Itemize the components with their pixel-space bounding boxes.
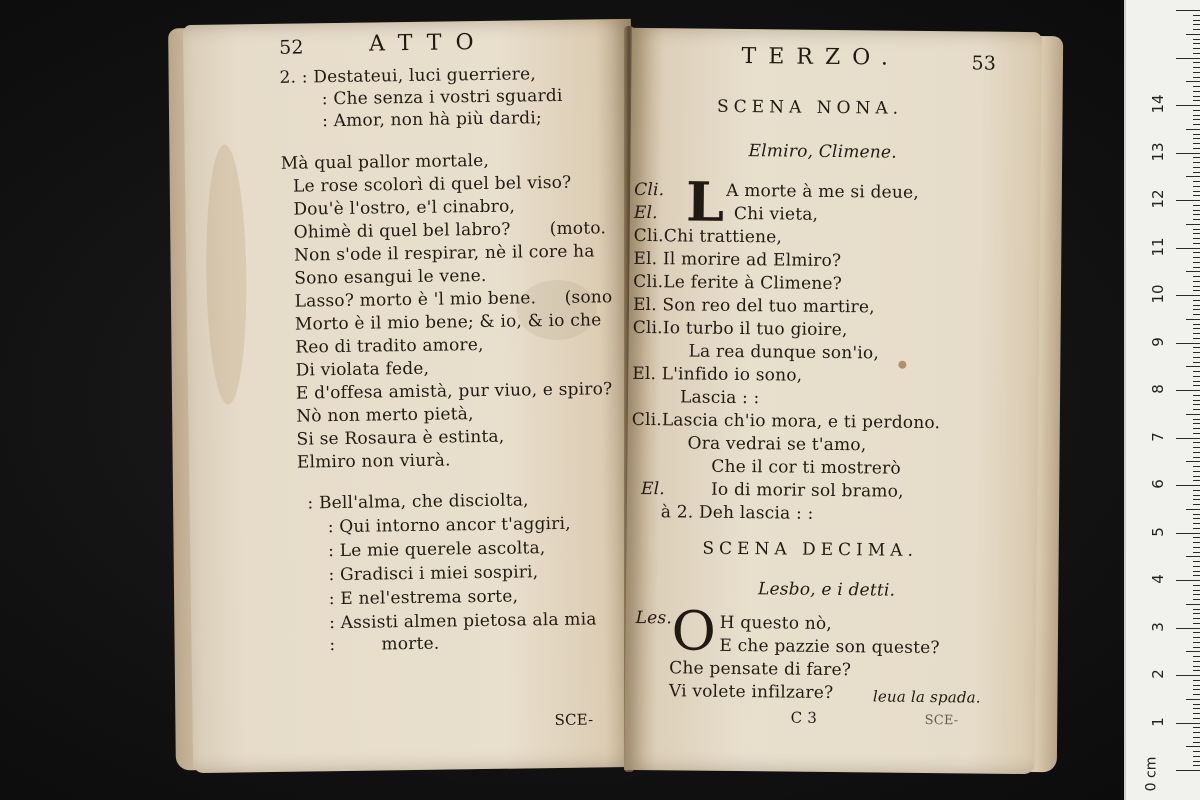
ruler-tick [1193, 124, 1200, 125]
ruler-tick [1193, 523, 1200, 524]
text-line: Non s'ode il respirar, nè il core ha [293, 241, 595, 266]
ruler-tick [1193, 761, 1200, 762]
ruler-tick [1193, 613, 1200, 614]
ruler-tick [1193, 732, 1200, 733]
text-line: : Che senza i vostri sguardi [321, 85, 563, 110]
ruler-tick [1193, 666, 1200, 667]
ruler-tick [1193, 618, 1200, 619]
ruler-tick [1176, 723, 1200, 724]
ruler-tick [1193, 67, 1200, 68]
ruler-tick [1186, 699, 1200, 700]
ruler-tick [1193, 43, 1200, 44]
ruler-tick [1193, 708, 1200, 709]
ruler-tick [1193, 504, 1200, 505]
text-line: Cli.Io turbo il tuo gioire, [632, 317, 848, 341]
ruler-tick [1193, 48, 1200, 49]
ruler-tick [1193, 229, 1200, 230]
ruler-tick [1193, 419, 1200, 420]
text-line: Che pensate di fare? [669, 658, 852, 681]
ruler-tick [1193, 599, 1200, 600]
ruler-tick [1193, 324, 1200, 325]
ruler-tick [1193, 585, 1200, 586]
ruler-tick [1193, 457, 1200, 458]
ruler-tick [1193, 647, 1200, 648]
text-line: (moto. [549, 218, 607, 240]
ruler-tick [1193, 172, 1200, 173]
ruler-tick [1193, 713, 1200, 714]
ruler-tick [1193, 376, 1200, 377]
ruler-tick [1193, 267, 1200, 268]
ruler-tick [1193, 262, 1200, 263]
ruler-tick [1193, 309, 1200, 310]
ruler-tick [1193, 400, 1200, 401]
text-line: Nò non merto pietà, [296, 404, 474, 427]
text-line: Di violata fede, [295, 358, 430, 381]
ruler-tick [1193, 290, 1200, 291]
ruler-number: 10 [1149, 284, 1167, 304]
text-line: morte. [381, 633, 440, 655]
ruler-tick [1186, 129, 1200, 130]
ruler-tick [1193, 447, 1200, 448]
ruler-tick [1193, 243, 1200, 244]
ruler-tick [1193, 737, 1200, 738]
ruler-tick [1193, 566, 1200, 567]
ruler-tick [1193, 423, 1200, 424]
ruler-number: 9 [1149, 336, 1167, 347]
running-head-right: TERZO. [741, 44, 901, 71]
text-line: : Gradisci i miei sospiri, [328, 562, 539, 586]
ruler-tick [1193, 100, 1200, 101]
ruler-tick [1193, 404, 1200, 405]
scene-nine-characters: Elmiro, Climene. [748, 141, 897, 163]
text-line: Chi vieta, [733, 203, 819, 225]
ruler-tick [1193, 385, 1200, 386]
ruler-tick [1193, 609, 1200, 610]
ruler-tick [1176, 675, 1200, 676]
ruler-tick [1176, 295, 1200, 296]
ruler-tick [1193, 480, 1200, 481]
speaker-label: El. [640, 478, 666, 500]
ruler-number: 12 [1149, 189, 1167, 209]
ruler-tick [1193, 428, 1200, 429]
ruler-tick [1193, 765, 1200, 766]
ruler-tick [1193, 637, 1200, 638]
ruler-tick [1193, 495, 1200, 496]
ruler-number: 4 [1149, 574, 1167, 584]
ruler-tick [1193, 62, 1200, 63]
page-number-right: 53 [971, 52, 997, 75]
text-line: : [329, 635, 336, 656]
ruler-tick [1176, 438, 1200, 439]
text-line: Io di morir sol bramo, [710, 479, 904, 502]
ruler-tick [1176, 248, 1200, 249]
ruler-tick [1193, 29, 1200, 30]
ruler-tick [1193, 670, 1200, 671]
speaker-label: Les. [635, 607, 673, 629]
ruler-tick [1193, 24, 1200, 25]
text-line: : Bell'alma, che disciolta, [307, 490, 529, 514]
ruler-tick [1193, 499, 1200, 500]
right-page [624, 28, 1042, 774]
text-line: 2. : Destateui, luci guerriere, [279, 64, 537, 88]
ruler-tick [1186, 176, 1200, 177]
ruler-tick [1193, 134, 1200, 135]
ruler-tick [1186, 34, 1200, 35]
ruler-tick [1176, 533, 1200, 534]
ruler-tick [1193, 352, 1200, 353]
ruler-tick [1193, 314, 1200, 315]
catchword-left: SCE- [554, 710, 594, 730]
text-line: Mà qual pallor mortale, [280, 150, 490, 174]
ruler-tick [1193, 115, 1200, 116]
text-line: El. Il morire ad Elmiro? [633, 248, 842, 272]
ruler-tick [1193, 362, 1200, 363]
signature-mark: C 3 [790, 708, 818, 727]
ruler-tick [1186, 319, 1200, 320]
ruler-tick [1193, 257, 1200, 258]
ruler-tick [1176, 105, 1200, 106]
ruler-tick [1193, 300, 1200, 301]
ruler-tick [1186, 556, 1200, 557]
text-line: Lasso? morto è 'l mio bene. [294, 288, 537, 312]
text-line: Vi volete infilzare? [668, 681, 834, 704]
ruler-tick [1193, 77, 1200, 78]
ruler-tick [1193, 148, 1200, 149]
ruler-tick [1193, 685, 1200, 686]
ruler-number: 7 [1149, 431, 1167, 442]
ruler-tick [1193, 542, 1200, 543]
text-line: Ohimè di quel bel labro? [293, 219, 511, 243]
ruler-tick [1193, 718, 1200, 719]
text-line: Elmiro non viurà. [296, 450, 451, 473]
ruler-tick [1193, 72, 1200, 73]
text-line: Cli.Chi trattiene, [633, 225, 783, 248]
ruler-number: 6 [1149, 479, 1167, 489]
ruler-tick [1193, 281, 1200, 282]
ruler-tick [1193, 347, 1200, 348]
text-line: E che pazzie son queste? [719, 635, 940, 659]
dropcap-o: O [671, 599, 717, 663]
text-line: Reo di tradito amore, [295, 334, 484, 358]
ruler-tick [1193, 528, 1200, 529]
text-line: : Assisti almen pietosa ala mia [329, 609, 597, 634]
ruler-tick [1193, 442, 1200, 443]
ruler-tick [1176, 485, 1200, 486]
text-line: Sono esangui le vene. [294, 265, 487, 289]
ruler-tick [1193, 518, 1200, 519]
paper-stain [204, 144, 248, 405]
ruler-tick [1193, 157, 1200, 158]
text-line: Morto è il mio bene; & io, & io che [294, 310, 602, 335]
page-number-left: 52 [278, 36, 304, 59]
ruler-tick [1193, 680, 1200, 681]
text-line: Si se Rosaura è estinta, [296, 426, 505, 450]
ruler-tick [1193, 742, 1200, 743]
ruler-tick [1193, 167, 1200, 168]
ruler-tick [1193, 186, 1200, 187]
dropcap-l: L [685, 169, 725, 234]
ruler-tick [1193, 661, 1200, 662]
text-line: La rea dunque son'io, [688, 341, 880, 364]
ruler-tick [1186, 461, 1200, 462]
ruler-tick [1176, 770, 1200, 771]
ruler-tick [1193, 53, 1200, 54]
text-line: Le rose scolorì di quel bel viso? [292, 172, 572, 197]
ruler-tick [1186, 509, 1200, 510]
ruler-tick [1193, 252, 1200, 253]
ruler-tick [1193, 20, 1200, 21]
ruler-tick [1176, 200, 1200, 201]
ruler-tick [1193, 694, 1200, 695]
ruler-tick [1193, 86, 1200, 87]
ruler-tick [1193, 233, 1200, 234]
text-line: E d'offesa amistà, pur viuo, e spiro? [295, 379, 613, 404]
ruler-tick [1193, 191, 1200, 192]
running-head-left: ATTO [368, 29, 488, 57]
ruler-tick [1186, 414, 1200, 415]
text-line: Lascia : : [679, 387, 760, 409]
ruler-tick [1193, 205, 1200, 206]
text-line: Ora vedrai se t'amo, [687, 433, 867, 456]
ruler-tick [1186, 271, 1200, 272]
ruler-tick [1193, 471, 1200, 472]
ruler-tick [1186, 746, 1200, 747]
ruler-tick [1193, 214, 1200, 215]
catchword-right: SCE- [924, 712, 959, 729]
ruler-number: 14 [1149, 94, 1167, 114]
ruler-number: 5 [1149, 526, 1167, 537]
ruler-tick [1193, 537, 1200, 538]
ruler-tick [1193, 756, 1200, 757]
ruler-tick [1186, 651, 1200, 652]
ruler-number: 2 [1149, 669, 1167, 679]
ruler-tick [1193, 333, 1200, 334]
text-line: : Le mie querele ascolta, [328, 538, 546, 562]
ruler-unit-label: 0 cm [1143, 756, 1160, 792]
ruler-tick [1193, 357, 1200, 358]
ruler-tick [1193, 623, 1200, 624]
text-line: El. Son reo del tuo martire, [632, 294, 875, 318]
ruler-tick [1193, 433, 1200, 434]
ruler-tick [1193, 656, 1200, 657]
ruler-tick [1193, 286, 1200, 287]
ink-spot [898, 361, 906, 369]
ruler-tick [1193, 395, 1200, 396]
ruler-tick [1186, 81, 1200, 82]
ruler-number: 8 [1149, 384, 1167, 394]
ruler-tick [1193, 704, 1200, 705]
scene-nine-title: SCENA NONA. [716, 96, 904, 119]
ruler-tick [1193, 476, 1200, 477]
ruler-tick [1193, 210, 1200, 211]
ruler-tick [1193, 727, 1200, 728]
text-line: (sono [564, 287, 613, 308]
text-line: à 2. Deh lascia : : [660, 502, 814, 524]
ruler-tick [1193, 15, 1200, 16]
ruler-tick [1193, 39, 1200, 40]
ruler-tick [1193, 162, 1200, 163]
ruler-tick [1193, 381, 1200, 382]
ruler-tick [1176, 628, 1200, 629]
ruler-tick [1193, 305, 1200, 306]
ruler-number: 11 [1149, 236, 1167, 257]
scene-ten-characters: Lesbo, e i detti. [757, 579, 896, 601]
ruler-tick [1186, 604, 1200, 605]
text-line: A morte à me si deue, [726, 180, 919, 203]
ruler-tick [1193, 452, 1200, 453]
text-line: : Amor, non hà più dardi; [322, 108, 542, 132]
text-line: El. L'infido io sono, [632, 363, 803, 386]
ruler-tick [1193, 110, 1200, 111]
ruler-number: 13 [1149, 141, 1167, 162]
ruler-tick [1193, 409, 1200, 410]
ruler-tick [1193, 514, 1200, 515]
ruler-tick [1193, 466, 1200, 467]
ruler-tick [1193, 276, 1200, 277]
ruler-tick [1176, 580, 1200, 581]
text-line: : Qui intorno ancor t'aggiri, [327, 513, 571, 538]
ruler-tick [1193, 751, 1200, 752]
ruler-number: 3 [1149, 621, 1167, 632]
left-page [183, 19, 641, 773]
ruler-tick [1193, 238, 1200, 239]
ruler-tick [1193, 689, 1200, 690]
ruler-tick [1193, 490, 1200, 491]
ruler-tick [1193, 590, 1200, 591]
ruler-tick [1193, 96, 1200, 97]
ruler-tick [1193, 371, 1200, 372]
ruler-tick [1193, 195, 1200, 196]
scene-ten-title: SCENA DECIMA. [702, 538, 919, 561]
ruler-tick [1193, 575, 1200, 576]
ruler-tick [1186, 366, 1200, 367]
ruler-tick [1193, 328, 1200, 329]
text-line: Cli.Le ferite à Climene? [633, 271, 843, 295]
text-line: : E nel'estrema sorte, [328, 586, 519, 610]
ruler-tick [1176, 153, 1200, 154]
ruler-tick [1193, 642, 1200, 643]
speaker-label: El. [633, 202, 658, 224]
stage-direction: leua la spada. [872, 687, 981, 707]
ruler-tick [1193, 181, 1200, 182]
ruler-tick [1193, 138, 1200, 139]
text-line: Dou'è l'ostro, e'l cinabro, [293, 196, 516, 220]
ruler-tick [1193, 561, 1200, 562]
ruler-tick [1176, 10, 1200, 11]
text-line: Cli.Lascia ch'io mora, e ti perdono. [631, 409, 941, 434]
ruler-tick [1193, 547, 1200, 548]
text-line: Che il cor ti mostrerò [711, 456, 901, 479]
ruler-tick [1193, 338, 1200, 339]
ruler-number: 1 [1149, 716, 1167, 727]
ruler-tick [1193, 571, 1200, 572]
ruler-tick [1176, 58, 1200, 59]
ruler-tick [1193, 143, 1200, 144]
ruler-tick [1193, 119, 1200, 120]
speaker-label: Cli. [634, 179, 665, 201]
ruler-tick [1193, 91, 1200, 92]
ruler-tick [1193, 552, 1200, 553]
ruler-tick [1186, 224, 1200, 225]
text-line: H questo nò, [719, 612, 833, 635]
ruler-tick [1193, 632, 1200, 633]
ruler-tick [1176, 390, 1200, 391]
ruler-tick [1193, 219, 1200, 220]
ruler-tick [1176, 343, 1200, 344]
ruler-tick [1193, 594, 1200, 595]
measuring-ruler [1124, 0, 1200, 800]
